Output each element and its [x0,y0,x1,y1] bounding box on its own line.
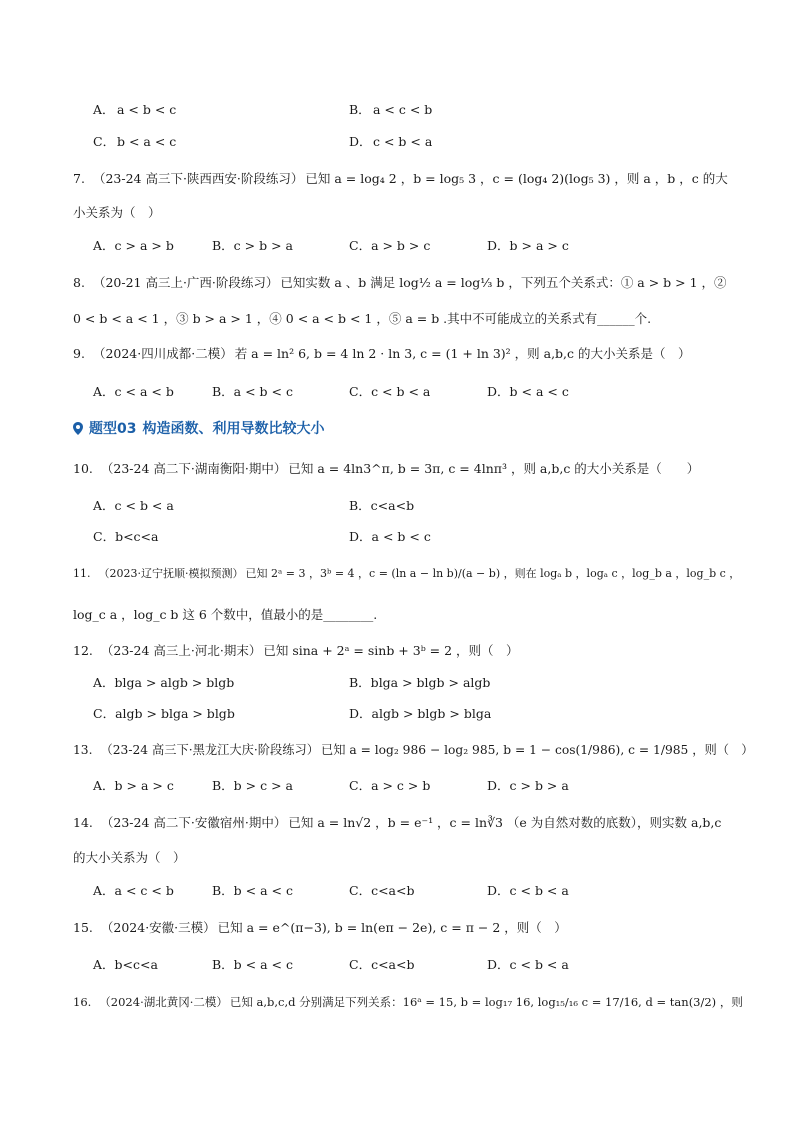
q6-option-d: D． [349,134,372,149]
question-15 [73,919,567,937]
question-source: （23-24 高三下·陕西西安·阶段练习） [92,171,304,186]
q15-option-d: D．c < b < a [487,957,569,972]
q6-option-c: C． [93,134,116,149]
q14-option-a: A．a < c < b [93,883,174,898]
question-10 [73,460,699,478]
question-7-cont: 小关系为（ ） [73,205,161,220]
question-text: 已知实数 a 、b 满足 log½ a = log⅓ b ，下列五个关系式：① a > b > 1 ，② [280,275,727,290]
question-number: 9. [73,346,85,361]
question-source: （2024·安徽·三模） [100,920,216,935]
q9-option-c: C．c < b < a [349,384,431,399]
question-source: （2024·湖北黄冈·二模） [99,995,228,1009]
q12-option-a: A．blga > algb > blgb [93,675,235,690]
q13-option-a: A．b > a > c [93,778,174,793]
q10-option-a: A．c < b < a [93,498,174,513]
q6-option-a-text: a < b < c [117,102,177,117]
question-number: 15. [73,920,93,935]
q14-option-c: C．c<a<b [349,883,415,898]
question-8 [73,274,727,292]
q15-option-b: B．b < a < c [212,957,293,972]
q15-option-a: A．b<c<a [93,957,158,972]
q7-option-a: A．c > a > b [93,238,174,253]
q10-option-c: C．b<c<a [93,529,159,544]
question-8-cont: 0 < b < a < 1 ，③ b > a > 1 ，④ 0 < a < b < 1 ，⑤ a = b .其中不可能成立的关系式有______个. [73,311,652,326]
question-text: 已知 a = 4ln3^π, b = 3π, c = 4lnπ³ ，则 a,b,c 的大小关系是（ ） [288,461,700,476]
question-number: 8. [73,275,85,290]
question-text: 已知 sina + 2ᵃ = sinb + 3ᵇ = 2 ，则（ ） [263,643,519,658]
question-source: （23-24 高二下·安徽宿州·期中） [100,815,287,830]
section-header [73,418,324,438]
q7-option-b: B．c > b > a [212,238,293,253]
q13-option-d: D．c > b > a [487,778,569,793]
q6-option-b-text: a < c < b [373,102,433,117]
q10-option-d: D．a < b < c [349,529,431,544]
q12-option-b: B．blga > blgb > algb [349,675,491,690]
q12-option-c: C．algb > blga > blgb [93,706,235,721]
q6-option-c-text: b < a < c [117,134,177,149]
q7-option-d: D．b > a > c [487,238,569,253]
question-number: 7. [73,171,85,186]
question-source: （20-21 高三上·广西·阶段练习） [92,275,279,290]
q12-option-d: D．algb > blgb > blga [349,706,492,721]
question-number: 12. [73,643,93,658]
section-label: 题型03 [89,421,137,437]
question-source: （23-24 高三下·黑龙江大庆·阶段练习） [100,743,319,757]
question-7 [73,170,728,188]
q9-option-b: B．a < b < c [212,384,293,399]
q15-option-c: C．c<a<b [349,957,415,972]
question-14 [73,814,721,832]
q6-option-d-text: c < b < a [373,134,433,149]
q14-option-b: B．b < a < c [212,883,293,898]
question-number: 14. [73,815,93,830]
q14-option-d: D．c < b < a [487,883,569,898]
question-12 [73,642,519,660]
question-text: 已知 a = log₄ 2 ，b = log₅ 3 ，c = (log₄ 2)(log₅ 3) ，则 a ，b ，c 的大 [305,171,728,186]
question-11 [73,565,740,583]
q13-option-b: B．b > c > a [212,778,293,793]
question-text: 已知 a,b,c,d 分别满足下列关系：16ᵃ = 15, b = log₁₇ 16, log₁₅/₁₆ c = 17/16, d = tan(3/2) ，则 [229,995,743,1009]
question-text: 已知 2ᵃ = 3 ，3ᵇ = 4 ，c = (ln a − ln b)/(a − b) ，则在 logₐ b ，logₐ c ，log_b a ，log_b c ， [245,567,741,580]
section-title: 构造函数、利用导数比较大小 [142,421,325,437]
question-13 [73,741,754,759]
location-pin-icon [73,422,83,435]
q13-option-c: C．a > c > b [349,778,431,793]
question-source: （23-24 高三上·河北·期末） [100,643,262,658]
question-11-cont: log_c a ，log_c b 这 6 个数中，值最小的是________. [73,607,378,622]
q6-option-b: B． [349,102,371,117]
q7-option-c: C．a > b > c [349,238,431,253]
question-source: （2024·四川成都·二模） [92,346,233,361]
question-16 [73,993,743,1011]
question-text: 若 a = ln² 6, b = 4 ln 2 · ln 3, c = (1 + ln 3)² ，则 a,b,c 的大小关系是（ ） [234,346,691,361]
question-14-cont: 的大小关系为（ ） [73,850,186,865]
question-source: （2023·辽宁抚顺·模拟预测） [98,567,244,580]
q9-option-d: D．b < a < c [487,384,569,399]
q6-option-a: A． [93,102,115,117]
question-number: 16. [73,995,92,1009]
q10-option-b: B．c<a<b [349,498,415,513]
question-number: 13. [73,743,93,757]
question-text: 已知 a = log₂ 986 − log₂ 985, b = 1 − cos(1/986), c = 1/985 ，则（ ） [320,743,754,757]
question-source: （23-24 高二下·湖南衡阳·期中） [100,461,287,476]
question-9 [73,345,691,363]
question-text: 已知 a = e^(π−3), b = ln(eπ − 2e), c = π − 2 ，则（ ） [217,920,567,935]
q9-option-a: A．c < a < b [93,384,174,399]
question-number: 10. [73,461,93,476]
question-text: 已知 a = ln√2 ，b = e⁻¹ ，c = ln∛3 （e 为自然对数的底数），则实数 a,b,c [288,815,722,830]
question-number: 11. [73,567,91,580]
